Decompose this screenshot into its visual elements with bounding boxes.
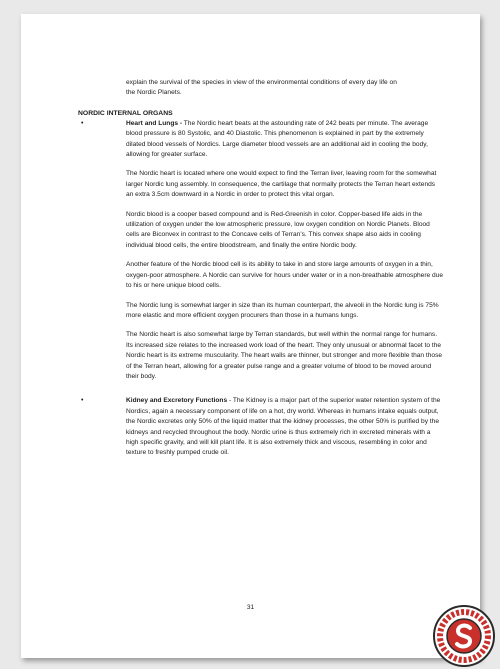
heart-lungs-paragraph-5: The Nordic lung is somewhat larger in size than its human counterpart, the alveoli in the Nordic lung is 75% more elastic and more efficient oxygen procurers than those in a humans lungs. <box>126 301 439 319</box>
kidney-title: Kidney and Excretory Functions <box>126 397 228 405</box>
intro-paragraph <box>78 78 444 99</box>
heart-lungs-title: Heart and Lungs - <box>126 119 183 127</box>
bullet-icon: • <box>81 119 84 127</box>
list-item-kidney <box>78 396 444 458</box>
heart-lungs-paragraph-4: Another feature of the Nordic blood cell is its ability to take in and store large amounts of oxygen in a thin, oxygen-poor atmosphere. A Nordic can survive for hours under water or in a non-breathable atmosphere due to his or here unique blood cells. <box>126 261 444 290</box>
heart-lungs-text-1: The Nordic heart beats at the astounding rate of 242 beats per minute. The average blood pressure is 80 Systolic, and 40 Diastolic. This phenomenon is explained in part by the extremely dilated blood vessels of Nordics. Large diameter blood vessels are an additional aid in cooling the body, allowing for greater surface. <box>126 119 429 159</box>
list-item-heart-lungs <box>78 119 444 383</box>
heart-lungs-paragraph-1 <box>126 119 444 161</box>
heart-lungs-paragraph-2: The Nordic heart is located where one would expect to find the Terran liver, leaving room for the somewhat larger Nordic lung assembly. In consequence, the cartilage that normally protects the Terran heart extends an extra 3.5cm downward in a Nordic in order to protect this vital organ. <box>126 170 437 199</box>
heart-lungs-paragraph-3: Nordic blood is a cooper based compound and is Red-Greenish in color. Copper-based life aids in the utilization of oxygen under the low atmospheric pressure, low oxygen condition on Nordic Planets. Blood cells are Biconvex in contrast to the Concave cells of Terran's. This convex shape also aids in cooling individual blood cells, the entire bloodstream, and finally the entire Nordic body. <box>126 210 430 249</box>
heart-lungs-paragraph-6: The Nordic heart is also somewhat large by Terran standards, but well within the normal range for humans. Its increased size relates to the increased work load of the heart. They only unusual or abnormal facet to the Nordic heart is its extreme muscularity. The heart walls are thinner, but stronger and more flexible than those of the Terran heart, allowing for a greater pulse range and a greater volume of blood to be moved around their body. <box>126 331 443 380</box>
intro-line-1: explain the survival of the species in view of the environmental conditions of every day life on <box>126 79 397 86</box>
kidney-text-1: - The Kidney is a major part of the superior water retention system of the Nordics, again a necessary component of life on a hot, dry world. Whereas in humans intake equals output, the Nordic excretes only 50% of the liquid matter that the kidney processes, the other 50% is purified by the kidneys and recycled throughout the body. Nordic urine is thus extremely rich in excreted minerals with a high specific gravity, and will kill plant life. It is also extremely thick and viscous, resembling in color and texture to freshly pumped crude oil. <box>126 397 441 457</box>
page-number: 31 <box>246 604 255 611</box>
bullet-icon: • <box>81 397 84 405</box>
intro-line-2: the Nordic Planets. <box>126 89 182 97</box>
section-heading: NORDIC INTERNAL ORGANS <box>78 109 173 117</box>
seal-logo-icon <box>432 604 496 668</box>
document-page <box>21 14 480 658</box>
kidney-paragraph-1 <box>126 396 444 458</box>
